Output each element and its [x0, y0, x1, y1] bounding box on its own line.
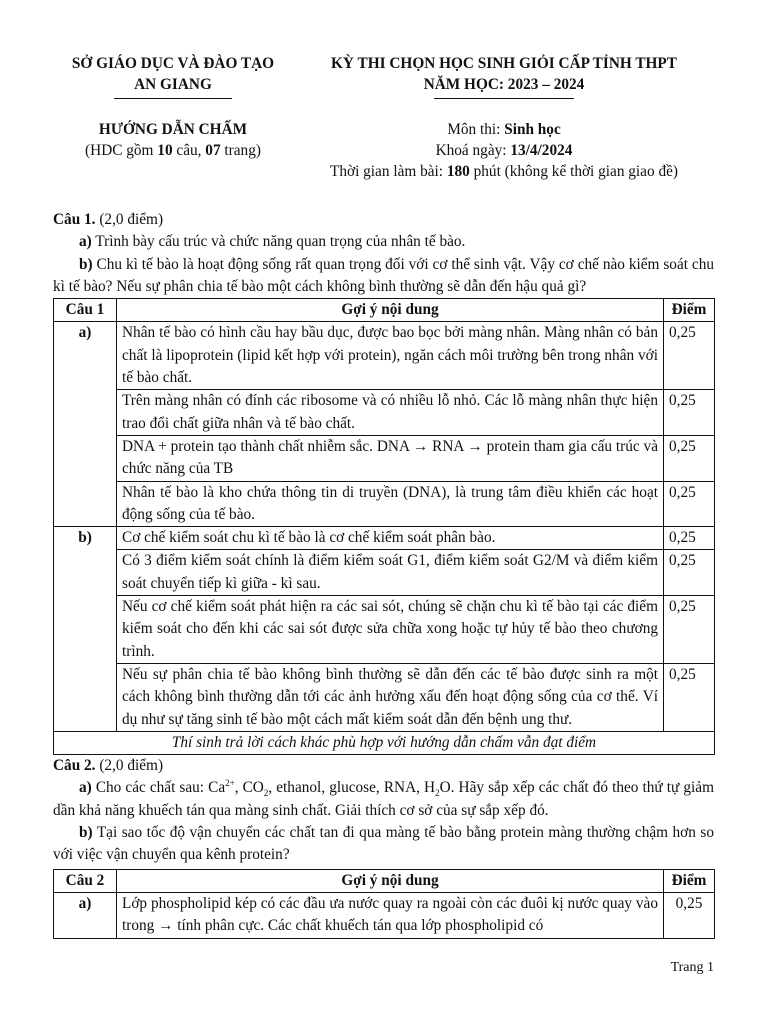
- province-name: AN GIANG: [134, 76, 212, 93]
- table-row: [54, 892, 715, 938]
- exam-date: Khoá ngày: 13/4/2024: [435, 142, 573, 159]
- doc-title: HƯỚNG DẪN CHẤM: [98, 121, 248, 138]
- question-2-heading: Câu 2. (2,0 điểm): [53, 757, 164, 775]
- table-row: [54, 663, 715, 731]
- score-cell: 0,25: [664, 435, 715, 481]
- score-cell: 0,25: [664, 596, 715, 664]
- question-2-table: [53, 869, 715, 939]
- school-year: NĂM HỌC: 2023 – 2024: [423, 76, 585, 93]
- table-row: [54, 481, 715, 527]
- score-cell: 0,25: [664, 892, 715, 938]
- table-row: [54, 527, 715, 550]
- header-right: [306, 53, 702, 182]
- table-row: [54, 435, 715, 481]
- doc-info: (HDC gồm 10 câu, 07 trang): [85, 142, 261, 159]
- score-cell: 0,25: [664, 663, 715, 731]
- score-cell: 0,25: [664, 390, 715, 436]
- question-1a: a) Trình bày cấu trúc và chức năng quan trọng của nhân tế bào.: [79, 233, 466, 251]
- part-b-label: b): [54, 527, 117, 732]
- page-count: 07: [205, 142, 221, 159]
- part-a-label: a): [54, 322, 117, 527]
- answer-cell: Trên màng nhân có đính các ribosome và có nhiều lỗ nhỏ. Các lỗ màng nhân thực hiện trao đổi chất giữa nhân và tế bào chất.: [117, 390, 664, 436]
- col-header-question: Câu 1: [54, 299, 117, 322]
- score-cell: 0,25: [664, 527, 715, 550]
- col-header-content: Gợi ý nội dung: [117, 299, 664, 322]
- answer-content: [53, 209, 714, 939]
- answer-cell: Nếu sự phân chia tế bào không bình thường sẽ dẫn đến các tế bào được sinh ra một cách không bình thường dẫn tới các ảnh hưởng xấu đến hoạt động sống của cơ thể. Ví dụ như sự tăng sinh tế bào một cách mất kiểm soát dẫn đến bệnh ung thư.: [117, 663, 664, 731]
- table-row: [54, 322, 715, 390]
- header-left: [40, 53, 306, 161]
- score-cell: 0,25: [664, 322, 715, 390]
- part-a-label: a): [54, 892, 117, 938]
- answer-cell: Lớp phospholipid kép có các đầu ưa nước quay ra ngoài còn các đuôi kị nước quay vào trong → tính phân cực. Các chất khuếch tán qua lớp phospholipid có: [117, 892, 664, 938]
- answer-cell: Cơ chế kiểm soát chu kì tế bào là cơ chế kiểm soát phân bào.: [117, 527, 664, 550]
- table-header-row: [54, 299, 715, 322]
- answer-cell: DNA + protein tạo thành chất nhiễm sắc. DNA → RNA → protein tham gia cấu trúc và chức năng của TB: [117, 435, 664, 481]
- question-2a: a) Cho các chất sau: $Ca^{2+}$, $CO_2$, ethanol, glucose, RNA, $H_2O$. Hãy sắp xếp các chất đó theo thứ tự giảm dần khả năng khuếch tán qua màng sinh chất. Giải thích cơ sở của sự sắp xếp đó.: [53, 778, 714, 819]
- table-row: [54, 596, 715, 664]
- question-1-heading: Câu 1. (2,0 điểm): [53, 211, 164, 228]
- col-header-content: Gợi ý nội dung: [117, 869, 664, 892]
- question-1b: b) Chu kì tế bào là hoạt động sống rất quan trọng đối với cơ thể sinh vật. Vậy cơ chế nào kiểm soát chu kì tế bào? Nếu sự phân chia tế bào một cách không bình thường sẽ dẫn đến hậu quả gì?: [53, 255, 714, 295]
- exam-subject: Môn thi: Sinh học: [447, 121, 561, 138]
- exam-duration: Thời gian làm bài: 180 phút (không kể thời gian giao đề): [330, 163, 678, 180]
- question-1-table: [53, 298, 715, 755]
- answer-cell: Nhân tế bào có hình cầu hay bầu dục, được bao bọc bởi màng nhân. Màng nhân có bản chất là lipoprotein (lipid kết hợp với protein), ngăn cách môi trường bên trong nhân với tế bào chất.: [117, 322, 664, 390]
- question-count: 10: [157, 142, 173, 159]
- score-cell: 0,25: [664, 481, 715, 527]
- answer-cell: Nhân tế bào là kho chứa thông tin di truyền (DNA), là trung tâm điều khiển các hoạt động sống của tế bào.: [117, 481, 664, 527]
- table-header-row: [54, 869, 715, 892]
- score-cell: 0,25: [664, 550, 715, 596]
- question-2b: b) Tại sao tốc độ vận chuyển các chất tan đi qua màng tế bào bằng protein màng thường chậm hơn so với việc vận chuyển qua kênh protein?: [53, 824, 714, 864]
- table-note-row: [54, 731, 715, 754]
- page-number: Trang 1: [670, 960, 714, 975]
- table-row: [54, 550, 715, 596]
- grading-note: Thí sinh trả lời cách khác phù hợp với hướng dẫn chấm vẫn đạt điểm: [54, 731, 715, 754]
- col-header-score: Điểm: [664, 299, 715, 322]
- exam-name: KỲ THI CHỌN HỌC SINH GIỎI CẤP TỈNH THPT: [331, 55, 677, 72]
- col-header-score: Điểm: [664, 869, 715, 892]
- department-name: SỞ GIÁO DỤC VÀ ĐÀO TẠO: [71, 55, 275, 72]
- answer-cell: Nếu cơ chế kiểm soát phát hiện ra các sai sót, chúng sẽ chặn chu kì tế bào tại các điểm kiểm soát cho đến khi các sai sót được sửa chữa xong hoặc tự hủy tế bào theo chương trình.: [117, 596, 664, 664]
- col-header-question: Câu 2: [54, 869, 117, 892]
- table-row: [54, 390, 715, 436]
- answer-cell: Có 3 điểm kiểm soát chính là điểm kiểm soát G1, điểm kiểm soát G2/M và điểm kiểm soát chuyển tiếp kì giữa - kì sau.: [117, 550, 664, 596]
